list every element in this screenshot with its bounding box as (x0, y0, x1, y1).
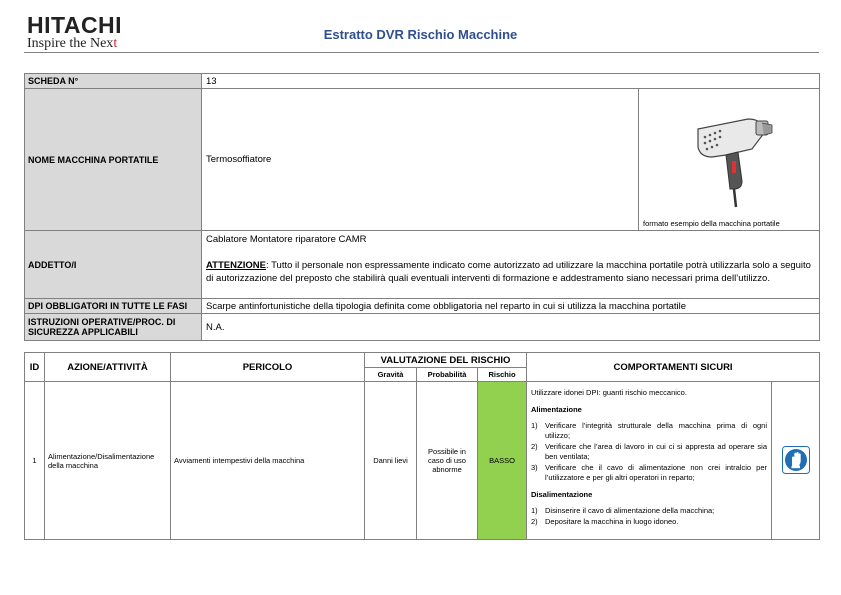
row-pericolo: Avviamenti intempestivi della macchina (171, 382, 365, 540)
col-pericolo-header: PERICOLO (171, 353, 365, 382)
nome-value: Termosoffiatore (202, 89, 639, 231)
istruzioni-row (25, 314, 820, 341)
list-item: 2) Depositare la macchina in luogo idoneo. (531, 517, 679, 526)
dpi-row (25, 299, 820, 314)
istruzioni-label: ISTRUZIONI OPERATIVE/PROC. DI SICUREZZA APPLICABILI (25, 314, 202, 341)
attenzione-text: : Tutto il personale non espressamente indicato come autorizzato ad utilizzare la macchina portatile potrà utilizzarla solo a seguito di autorizzazione del preposto che stabilirà quali eventuali interventi di formazione e addestramento siano necessari prima dell’utilizzo. (206, 260, 811, 284)
image-caption: formato esempio della macchina portatile (643, 219, 780, 228)
row-probabilita: Possibile in caso di uso abnorme (417, 382, 478, 540)
list-item: 1) Verificare l’integrità strutturale della macchina prima di ogni utilizzo; (531, 421, 768, 440)
nome-label: NOME MACCHINA PORTATILE (25, 89, 202, 231)
list-item: 3) Verificare che il cavo di alimentazione non crei intralcio per l’utilizzatore e per gli altri operatori in reparto; (531, 463, 768, 482)
comp-list-disalimentazione (531, 506, 767, 527)
addetto-value-cell (202, 231, 820, 299)
attenzione-note (206, 259, 815, 285)
istruzioni-value: N.A. (202, 314, 820, 341)
col-comportamenti-header: COMPORTAMENTI SICURI (527, 353, 820, 382)
comp-heading-alimentazione: Alimentazione (531, 405, 582, 414)
row-azione: Alimentazione/Disalimentazione della macchina (45, 382, 171, 540)
list-item: 1) Disinserire il cavo di alimentazione della macchina; (531, 506, 715, 515)
risk-header-row (25, 353, 820, 368)
col-rischio-header: Rischio (478, 368, 527, 382)
row-comportamenti (527, 382, 772, 540)
col-gravita-header: Gravità (365, 368, 417, 382)
risk-assessment-table (24, 352, 820, 540)
col-azione-header: AZIONE/ATTIVITÀ (45, 353, 171, 382)
table-row (25, 382, 820, 540)
header-divider (24, 52, 819, 53)
logo-wordmark: HITACHI (27, 12, 123, 38)
scheda-value: 13 (202, 74, 820, 89)
protective-gloves-icon (782, 446, 810, 474)
machine-image-cell (639, 89, 820, 231)
addetto-label: ADDETTO/I (25, 231, 202, 299)
col-id-header: ID (25, 353, 45, 382)
scheda-label: SCHEDA N° (25, 74, 202, 89)
row-id: 1 (25, 382, 45, 540)
dpi-label: DPI OBBLIGATORI IN TUTTE LE FASI (25, 299, 202, 314)
document-title: Estratto DVR Rischio Macchine (323, 27, 518, 42)
row-rischio: BASSO (478, 382, 527, 540)
comp-heading-disalimentazione: Disalimentazione (531, 490, 593, 499)
scheda-row (25, 74, 820, 89)
col-probabilita-header: Probabilità (417, 368, 478, 382)
dpi-value: Scarpe antinfortunistiche della tipologia definita come obbligatoria nel reparto in cui si utilizza la macchina portatile (202, 299, 820, 314)
nome-row (25, 89, 820, 231)
col-valutazione-header: VALUTAZIONE DEL RISCHIO (365, 353, 527, 368)
addetto-row (25, 231, 820, 299)
machine-info-table (24, 73, 820, 341)
attenzione-label: ATTENZIONE (206, 260, 266, 271)
comp-list-alimentazione (531, 421, 767, 483)
ppe-icon-cell (772, 382, 820, 540)
logo-tagline: Inspire the Next (27, 36, 118, 51)
comp-intro: Utilizzare idonei DPI: guanti rischio meccanico. (531, 388, 687, 397)
addetto-value: Cablatore Montatore riparatore CAMR (206, 234, 367, 245)
list-item: 2) Verificare che l’area di lavoro in cui ci si appresta ad operare sia ben ventilata; (531, 442, 768, 461)
row-gravita: Danni lievi (365, 382, 417, 540)
heat-gun-image (692, 109, 774, 209)
